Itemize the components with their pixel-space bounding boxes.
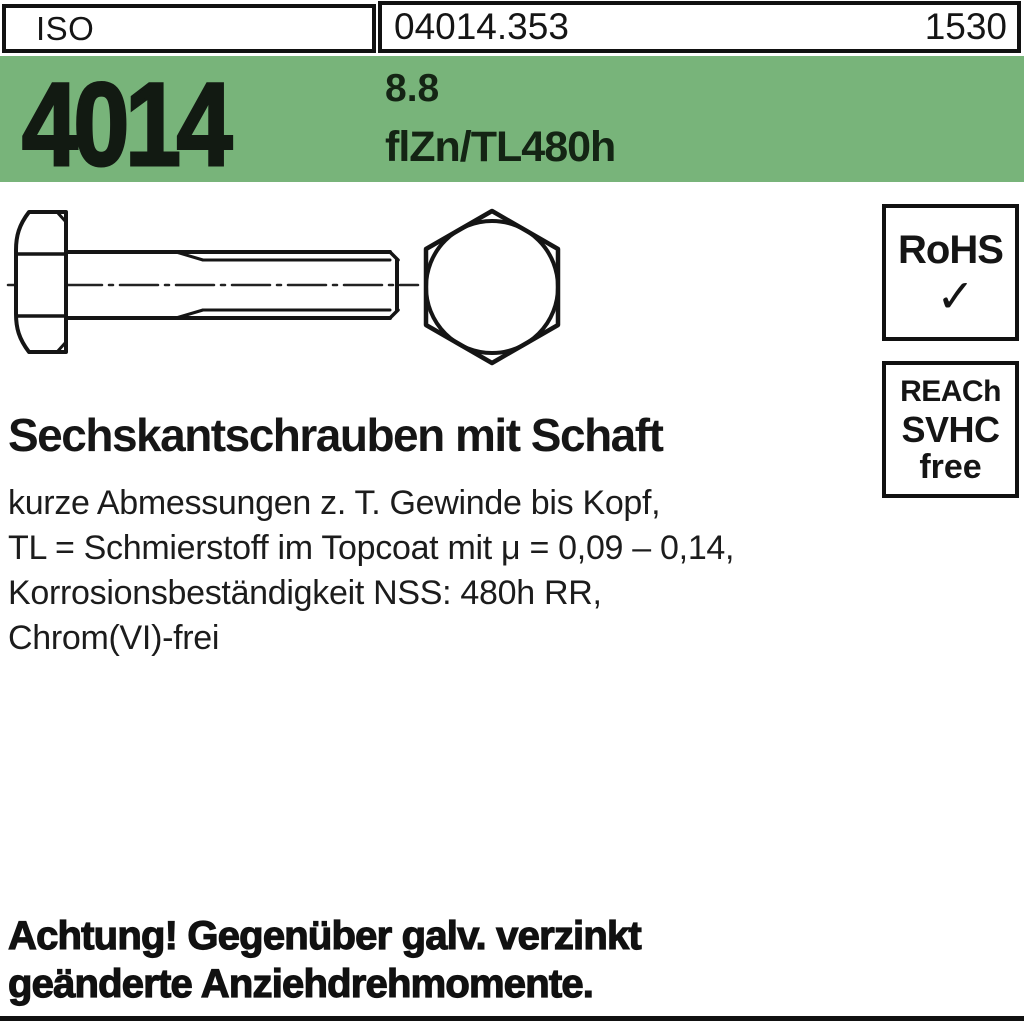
reach-badge (882, 361, 1019, 498)
description-line: Korrosionsbeständigkeit NSS: 480h RR, (8, 574, 602, 612)
grade-block (385, 68, 615, 171)
warning-line: Achtung! Gegenüber galv. verzinkt (8, 914, 641, 958)
article-number: 04014.353 (394, 6, 569, 47)
strength-class: 8.8 (385, 67, 440, 110)
description-line: TL = Schmierstoff im Topcoat mit μ = 0,09 – 0,14, (8, 529, 735, 567)
hex-bolt-drawing (0, 190, 620, 370)
description-line: Chrom(VI)-frei (8, 619, 220, 657)
coating-code: flZn/TL480h (385, 122, 616, 171)
reach-line: SVHC (901, 408, 1000, 450)
bottom-divider (0, 1016, 1024, 1021)
reach-line: REACh (900, 375, 1001, 408)
warning-line: geänderte Anziehdrehmomente. (8, 962, 594, 1006)
standard-banner (0, 56, 1024, 191)
rohs-badge (882, 204, 1019, 341)
reach-line: free (919, 448, 982, 487)
standard-org-box (2, 4, 376, 53)
standard-number: 4014 (22, 59, 229, 191)
article-number-box (378, 1, 1021, 53)
bolt-head-front (426, 211, 558, 363)
rohs-label: RoHS (898, 228, 1003, 272)
description-line: kurze Abmessungen z. T. Gewinde bis Kopf, (8, 484, 661, 522)
check-icon: ✓ (936, 270, 975, 322)
warning-text (8, 912, 641, 1008)
standard-org-label: ISO (36, 9, 95, 47)
product-title: Sechskantschrauben mit Schaft (8, 409, 663, 461)
bolt-head-side (16, 212, 66, 352)
page-number: 1530 (924, 6, 1007, 47)
product-description (8, 481, 734, 661)
